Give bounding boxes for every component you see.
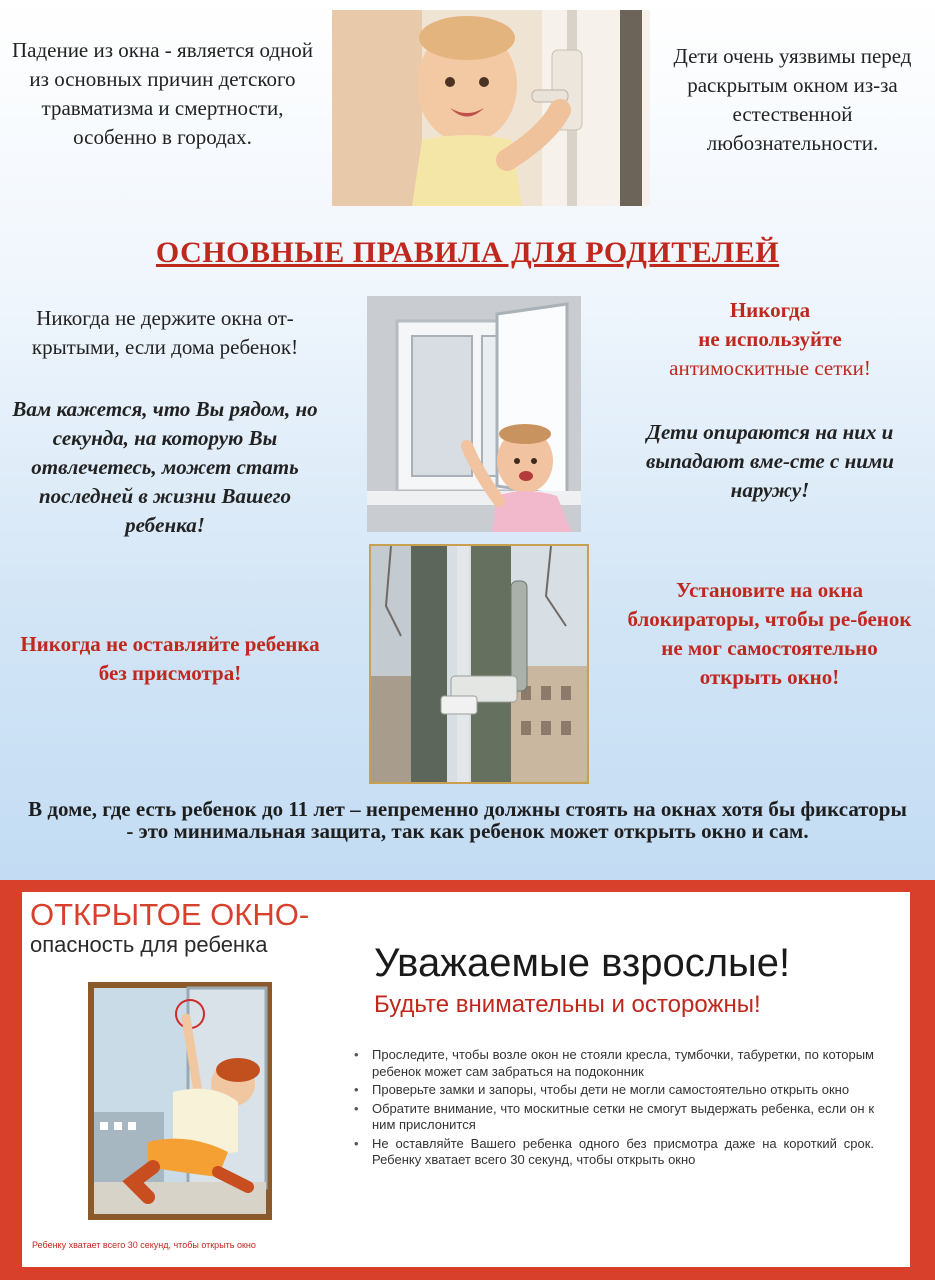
baby-open-window-photo — [367, 296, 581, 532]
child-climbing-window-illustration — [88, 982, 272, 1220]
poster-bullet-item: • Проследите, чтобы возле окон не стояли кресла, тумбочки, табуретки, по которым ребенок может сам забраться на подоконник — [352, 1047, 874, 1080]
poster-panel — [22, 892, 910, 1267]
intro-right-text: Дети очень уязвимы перед раскрытым окном из-за естественной любознательности. — [673, 44, 912, 155]
window-lock-photo — [369, 544, 589, 784]
window-lock-notice: В доме, где есть ребенок до 11 лет – непременно должны стоять на окнах хотя бы фиксаторы - это минимальная защита, так как ребенок может открыть окно и сам. — [28, 797, 907, 843]
poster-subtitle: опасность для ребенка — [30, 932, 268, 957]
poster-bullet-item: • Проверьте замки и запоры, чтобы дети не могли самостоятельно открыть окно — [352, 1082, 874, 1099]
rule-mosquito-nets-label: антимоскитные сетки! — [669, 356, 871, 380]
baby-at-window-photo — [332, 10, 650, 206]
rule-never-leave-unattended: Никогда не оставляйте ребенка без присмотра! — [20, 632, 320, 685]
rules-heading: ОСНОВНЫЕ ПРАВИЛА ДЛЯ РОДИТЕЛЕЙ — [155, 236, 780, 269]
rule-nets-danger: Дети опираются на них и выпадают вме-сте с ними наружу! — [646, 420, 894, 502]
poster-subgreeting: Будьте внимательны и осторожны! — [374, 991, 761, 1018]
poster-bullet-item: • Обратите внимание, что москитные сетки не смогут выдержать ребенка, если он к ним прислонится — [352, 1101, 874, 1134]
poster-greeting: Уважаемые взрослые! — [374, 941, 791, 985]
rule-distraction-warning: Вам кажется, что Вы рядом, но секунда, на которую Вы отвлечетесь, может стать последней в жизни Вашего ребенка! — [12, 397, 318, 537]
rule-do-not-use-label: не используйте — [698, 327, 842, 351]
poster-caption: Ребенку хватает всего 30 секунд, чтобы открыть окно — [32, 1240, 256, 1250]
poster-bullet-item: • Не оставляйте Вашего ребенка одного без присмотра даже на короткий срок. Ребенку хватает всего 30 секунд, чтобы открыть окно — [352, 1136, 874, 1169]
poster-title: ОТКРЫТОЕ ОКНО- — [30, 897, 310, 932]
rule-open-windows: Никогда не держите окна от-крытыми, если дома ребенок! — [31, 306, 299, 359]
intro-left-text: Падение из окна - является одной из основных причин детского травматизма и смертности, особенно в городах. — [11, 38, 314, 149]
poster-bullet-list — [352, 1047, 874, 1171]
rule-install-blockers: Установите на окна блокираторы, чтобы ре-бенок не мог самостоятельно открыть окно! — [627, 578, 912, 689]
rule-never-label: Никогда — [729, 298, 811, 322]
